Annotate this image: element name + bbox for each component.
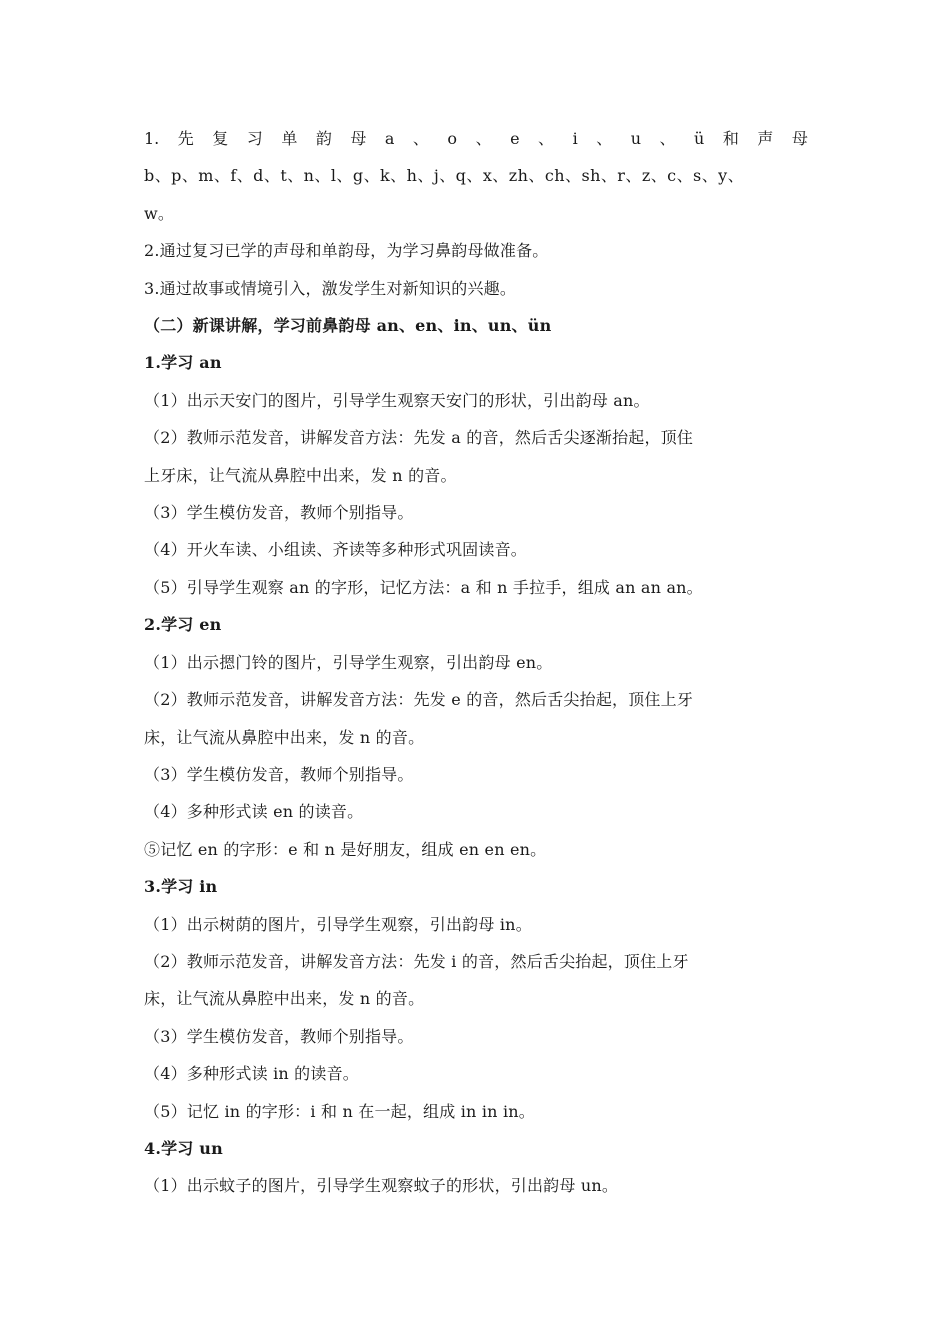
en-step-4: （4）多种形式读 en 的读音。 <box>144 802 364 822</box>
token: 、 <box>412 129 429 148</box>
token: 、 <box>475 129 492 148</box>
token: 母 <box>350 129 367 148</box>
an-step-2-line-2: 上牙床，让气流从鼻腔中出来，发 n 的音。 <box>144 465 457 485</box>
token: 习 <box>246 129 263 148</box>
subsection-heading-un: 4.学习 un <box>144 1138 223 1158</box>
token: 、 <box>538 129 555 148</box>
token: 母 <box>791 129 808 148</box>
token: 复 <box>212 129 229 148</box>
in-step-5: （5）记忆 in 的字形：i 和 n 在一起，组成 in in in。 <box>144 1101 535 1121</box>
token: 先 <box>177 129 194 148</box>
in-step-1: （1）出示树荫的图片，引导学生观察，引出韵母 in。 <box>144 914 532 934</box>
subsection-heading-en: 2.学习 en <box>144 615 222 635</box>
token: 、 <box>596 129 613 148</box>
subsection-heading-in: 3.学习 in <box>144 877 218 897</box>
en-step-5: ⑤记忆 en 的字形：e 和 n 是好朋友，组成 en en en。 <box>144 839 547 859</box>
token: i <box>572 129 578 148</box>
an-step-1: （1）出示天安门的图片，引导学生观察天安门的形状，引出韵母 an。 <box>144 390 650 410</box>
en-step-2-line-2: 床，让气流从鼻腔中出来，发 n 的音。 <box>144 727 425 747</box>
review-item-1-line-3: w。 <box>144 203 175 223</box>
document-page <box>144 120 808 1205</box>
token: 韵 <box>315 129 332 148</box>
token: 和 <box>722 129 739 148</box>
token: o <box>447 129 458 148</box>
token: 声 <box>757 129 774 148</box>
token: 单 <box>281 129 298 148</box>
token: 1. <box>144 129 160 148</box>
review-item-3: 3.通过故事或情境引入，激发学生对新知识的兴趣。 <box>144 278 517 298</box>
token: 、 <box>659 129 676 148</box>
un-step-1: （1）出示蚊子的图片，引导学生观察蚊子的形状，引出韵母 un。 <box>144 1176 619 1196</box>
review-item-1-line-2: b、p、m、f、d、t、n、l、g、k、h、j、q、x、zh、ch、sh、r、z、c、s、y、 <box>144 166 745 186</box>
in-step-2-line-1: （2）教师示范发音，讲解发音方法：先发 i 的音，然后舌尖抬起，顶住上牙 <box>144 951 689 971</box>
an-step-3: （3）学生模仿发音，教师个别指导。 <box>144 503 414 523</box>
en-step-1: （1）出示摁门铃的图片，引导学生观察，引出韵母 en。 <box>144 652 553 672</box>
an-step-4: （4）开火车读、小组读、齐读等多种形式巩固读音。 <box>144 540 527 560</box>
an-step-2-line-1: （2）教师示范发音，讲解发音方法：先发 a 的音，然后舌尖逐渐抬起，顶住 <box>144 428 694 448</box>
subsection-heading-an: 1.学习 an <box>144 353 222 373</box>
section-heading: （二）新课讲解，学习前鼻韵母 an、en、in、un、ün <box>144 316 552 336</box>
en-step-2-line-1: （2）教师示范发音，讲解发音方法：先发 e 的音，然后舌尖抬起，顶住上牙 <box>144 690 694 710</box>
in-step-2-line-2: 床，让气流从鼻腔中出来，发 n 的音。 <box>144 989 425 1009</box>
token: ü <box>694 129 705 148</box>
review-item-2: 2.通过复习已学的声母和单韵母，为学习鼻韵母做准备。 <box>144 241 549 261</box>
review-item-1-line-1 <box>144 120 808 157</box>
token: e <box>510 129 520 148</box>
token: a <box>384 129 395 148</box>
in-step-4: （4）多种形式读 in 的读音。 <box>144 1064 359 1084</box>
token: u <box>630 129 642 148</box>
an-step-5: （5）引导学生观察 an 的字形，记忆方法：a 和 n 手拉手，组成 an an an。 <box>144 577 703 597</box>
in-step-3: （3）学生模仿发音，教师个别指导。 <box>144 1026 414 1046</box>
en-step-3: （3）学生模仿发音，教师个别指导。 <box>144 764 414 784</box>
